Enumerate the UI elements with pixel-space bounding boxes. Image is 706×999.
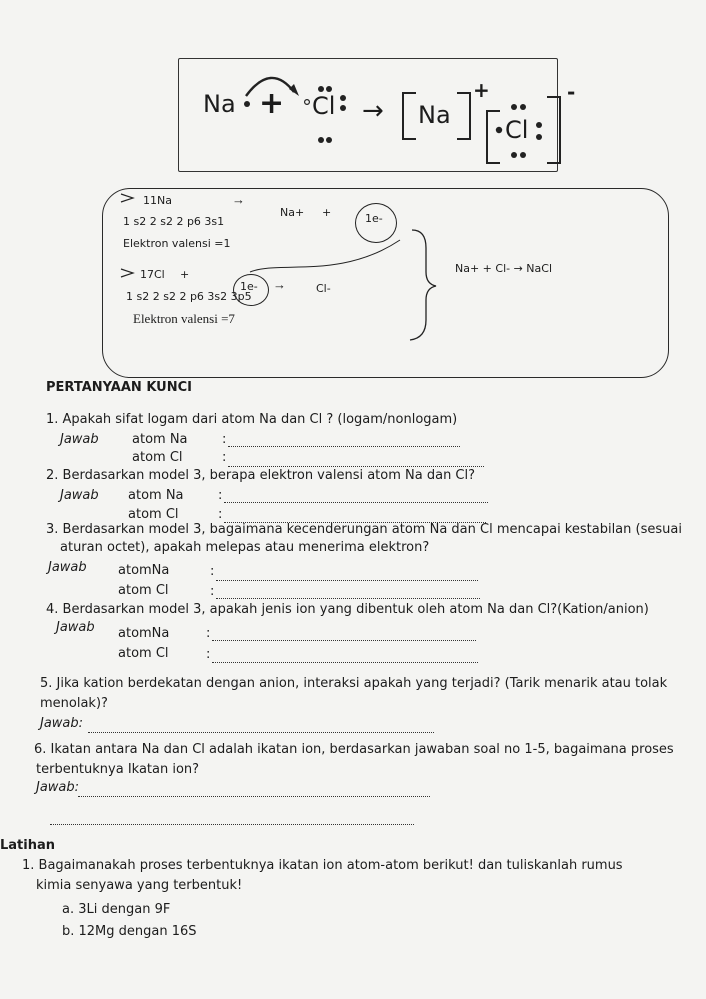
answer-label: Jawab: [48, 560, 87, 575]
answer-line[interactable]: [216, 598, 480, 599]
question-4: 4. Berdasarkan model 3, apakah jenis ion yang dibentuk oleh atom Na dan Cl?(Kation/anion): [46, 602, 649, 617]
electron-label: 1e-: [240, 280, 258, 293]
cl-electron-dots-icon: [298, 82, 358, 144]
answer-line[interactable]: [216, 580, 478, 581]
transfer-curve-and-brace: [200, 220, 450, 350]
cl-ion-label: Cl-: [316, 282, 331, 295]
answer-line[interactable]: [212, 662, 478, 663]
colon: :: [210, 584, 215, 599]
colon: :: [206, 647, 211, 662]
answer-line[interactable]: [88, 732, 434, 733]
answer-label: Jawab: [56, 620, 95, 635]
cl-ion-symbol: Cl: [505, 116, 529, 144]
question-5-line-1: 5. Jika kation berdekatan dengan anion, interaksi apakah yang terjadi? (Tarik menarik atau tolak: [40, 676, 668, 691]
question-6-line-1: 6. Ikatan antara Na dan Cl adalah ikatan ion, berdasarkan jawaban soal no 1-5, bagaimana proses: [34, 742, 674, 757]
question-5-line-2: menolak)?: [40, 696, 108, 711]
answer-line[interactable]: [228, 466, 484, 467]
cl-ion-charge: -: [567, 80, 576, 104]
answer-label: Jawab:: [36, 780, 80, 795]
answer-item: atom Cl: [118, 646, 169, 661]
colon: :: [206, 626, 211, 641]
na-ion-charge: +: [473, 78, 490, 102]
plus-sign: +: [322, 206, 332, 219]
answer-label: Jawab: [60, 488, 99, 503]
colon: :: [222, 450, 227, 465]
answer-line[interactable]: [224, 502, 488, 503]
answer-item: atom Cl: [128, 507, 179, 522]
question-3-line-1: 3. Berdasarkan model 3, bagaimana kecenderungan atom Na dan Cl mencapai kestabilan (sesuai: [46, 522, 682, 537]
na-electron-config: 1 s2 2 s2 2 p6 3s1: [123, 215, 225, 228]
electron-label: 1e-: [365, 212, 383, 225]
answer-item: atom Cl: [132, 450, 183, 465]
question-2: 2. Berdasarkan model 3, berapa elektron valensi atom Na dan Cl?: [46, 468, 476, 483]
exercise-question-line-2: kimia senyawa yang terbentuk!: [36, 878, 243, 893]
question-3-line-2: aturan octet), apakah melepas atau menerima elektron?: [60, 540, 430, 555]
answer-item: atomNa: [118, 563, 170, 578]
product-equation: Na+ + Cl- → NaCl: [455, 262, 553, 275]
exercise-item-a: a. 3Li dengan 9F: [62, 902, 171, 917]
arrowhead-icon: [120, 268, 136, 278]
answer-item: atom Na: [132, 432, 188, 447]
arrow-icon: →: [273, 277, 286, 292]
na-ion-right-bracket: [457, 92, 471, 140]
na-ion-label: Na+: [280, 206, 305, 219]
answer-line[interactable]: [212, 640, 476, 641]
exercise-heading: Latihan: [0, 838, 56, 853]
colon: :: [222, 432, 227, 447]
answer-line[interactable]: [50, 824, 414, 825]
answer-label: Jawab:: [40, 716, 84, 731]
exercise-item-b: b. 12Mg dengan 16S: [62, 924, 197, 939]
answer-item: atom Na: [128, 488, 184, 503]
cl-symbol: Cl: [312, 92, 336, 120]
answer-label: Jawab: [60, 432, 99, 447]
cl-ion-right-bracket: [547, 96, 561, 164]
question-6-line-2: terbentuknya Ikatan ion?: [36, 762, 200, 777]
cl-ion-electron-dots-icon: [490, 100, 550, 164]
electron-transfer-arrow-icon: [236, 64, 306, 104]
answer-line[interactable]: [228, 446, 460, 447]
question-1: 1. Apakah sifat logam dari atom Na dan Cl ? (logam/nonlogam): [46, 412, 458, 427]
arrow-icon: →: [232, 192, 245, 207]
plus-sign: +: [259, 86, 285, 121]
na-symbol: Na: [203, 90, 236, 118]
key-questions-heading: PERTANYAAN KUNCI: [46, 380, 192, 395]
na-valence-label: Elektron valensi =1: [123, 237, 231, 250]
cl-valence-label: Elektron valensi =7: [133, 311, 235, 326]
na-ion-left-bracket: [402, 92, 416, 140]
colon: :: [218, 488, 223, 503]
arrowhead-icon: [120, 193, 136, 203]
cl-electron-config: 1 s2 2 s2 2 p6 3s2 3p5: [126, 290, 252, 303]
answer-line[interactable]: [78, 796, 430, 797]
cl-atom-label: 17Cl: [140, 268, 165, 281]
answer-item: atom Cl: [118, 583, 169, 598]
na-atom-label: 11Na: [143, 194, 172, 207]
exercise-question-line-1: 1. Bagaimanakah proses terbentuknya ikatan ion atom-atom berikut! dan tuliskanlah rumus: [22, 858, 623, 873]
na-ion-symbol: Na: [418, 101, 451, 129]
plus-sign: +: [180, 268, 190, 281]
answer-item: atomNa: [118, 626, 170, 641]
reaction-arrow-icon: →: [362, 96, 384, 126]
colon: :: [218, 507, 223, 522]
colon: :: [210, 564, 215, 579]
